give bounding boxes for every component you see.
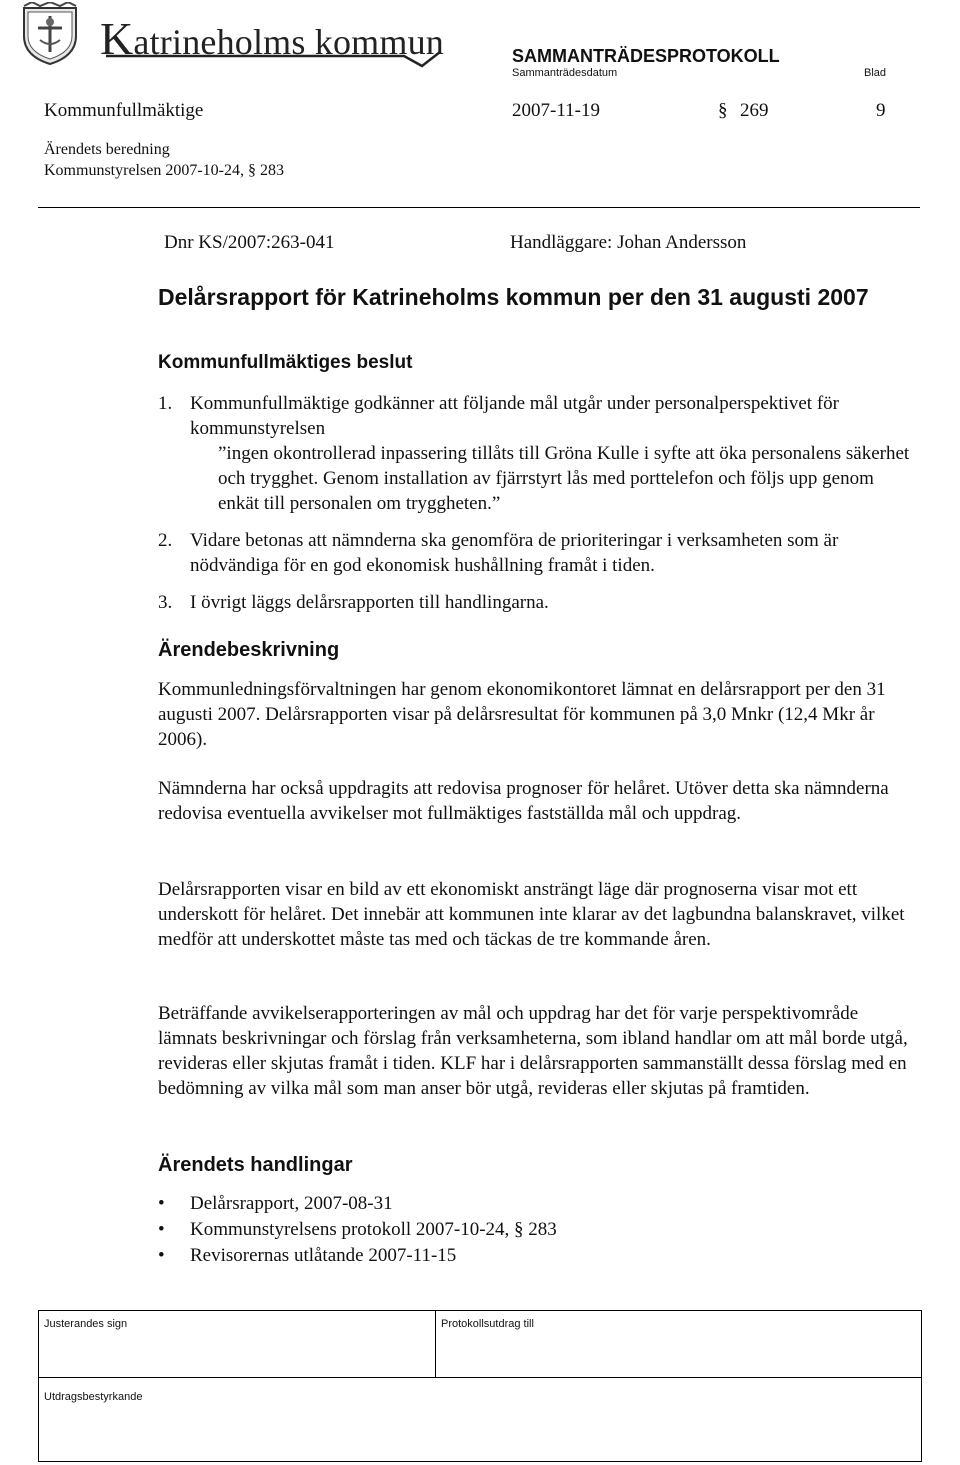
decision-body: Kommunfullmäktige [44,100,204,121]
documents-heading: Ärendets handlingar [158,1154,353,1176]
bullet-icon: • [158,1245,165,1266]
decision-heading: Kommunfullmäktiges beslut [158,352,413,373]
description-heading: Ärendebeskrivning [158,639,340,661]
decision-item-number: 3. [158,592,173,613]
bullet-icon: • [158,1193,165,1214]
preparation-label: Ärendets beredning [44,141,170,158]
footer-signature-box [38,1310,922,1462]
certification-label: Utdragsbestyrkande [44,1391,143,1403]
preparation-reference: Kommunstyrelsen 2007-10-24, § 283 [44,162,284,179]
case-number: Dnr KS/2007:263-041 [164,232,335,253]
footer-divider-vertical [435,1310,436,1377]
meeting-date: 2007-11-19 [512,100,600,121]
case-handler: Handläggare: Johan Andersson [510,232,747,253]
logo-swoosh [104,50,444,70]
page-label: Blad [864,67,887,79]
header-divider [38,207,920,208]
document-list-item: Kommunstyrelsens protokoll 2007-10-24, § 283 [190,1219,557,1240]
decision-item-quote: ”ingen okontrollerad inpassering tillåts till Gröna Kulle i syfte att öka personalens säkerhet och trygghet. Genom installation av fjärrstyrt lås med porttelefon och följs upp genom enkät till personalen om tryggheten.” [218,443,910,514]
signature-label: Justerandes sign [44,1318,128,1330]
organization-name: Katrineholms kommun [100,13,444,64]
extract-recipients-label: Protokollsutdrag till [441,1318,534,1330]
document-title: Delårsrapport för Katrineholms kommun per den 31 augusti 2007 [158,284,869,310]
description-paragraph: Beträffande avvikelserapporteringen av mål och uppdrag har det för varje perspektivområde lämnats beskrivningar och förslag från verksamheterna, som ibland handlar om att mål borde utgå, revideras eller skjutas framåt i tiden. KLF har i delårsrapporten sammanställt dessa förslag med en bedömning av vilka mål som man anser bör utgå, revideras eller skjutas på framtiden. [158,1003,908,1099]
description-paragraph: Nämnderna har också uppdragits att redovisa prognoser för helåret. Utöver detta ska nämnderna redovisa eventuella avvikelser mot fullmäktiges fastställda mål och uppdrag. [158,778,889,824]
decision-item-text: Vidare betonas att nämnderna ska genomföra de prioriteringar i verksamheten som är nödvändiga för en god ekonomisk hushållning framåt i tiden. [190,530,839,576]
document-list-item: Revisorernas utlåtande 2007-11-15 [190,1245,457,1266]
paragraph-sign: § [718,100,728,121]
protocol-title: SAMMANTRÄDESPROTOKOLL [512,46,780,66]
paragraph-number: 269 [740,100,769,121]
coat-of-arms-logo [4,2,96,66]
decision-item-text: I övrigt läggs delårsrapporten till handlingarna. [190,592,549,613]
description-paragraph: Delårsrapporten visar en bild av ett ekonomiskt ansträngt läge där prognoserna visar mot ett underskott för helåret. Det innebär att kommunen inte klarar av det lagbundna balanskravet, vilket medför att underskottet måste tas med och täckas de tre kommande åren. [158,879,905,950]
meeting-date-label: Sammanträdesdatum [512,67,618,79]
footer-divider-horizontal [38,1377,922,1378]
bullet-icon: • [158,1219,165,1240]
description-paragraph: Kommunledningsförvaltningen har genom ekonomikontoret lämnat en delårsrapport per den 31 augusti 2007. Delårsrapporten visar på delårsresultat för kommunen på 3,0 Mnkr (12,4 Mkr år 2006). [158,679,886,750]
document-list-item: Delårsrapport, 2007-08-31 [190,1193,393,1214]
decision-item-number: 1. [158,393,173,414]
decision-item-text: Kommunfullmäktige godkänner att följande mål utgår under personalperspektivet för kommunstyrelsen [190,393,839,439]
decision-item-number: 2. [158,530,173,551]
page-number: 9 [876,100,886,121]
